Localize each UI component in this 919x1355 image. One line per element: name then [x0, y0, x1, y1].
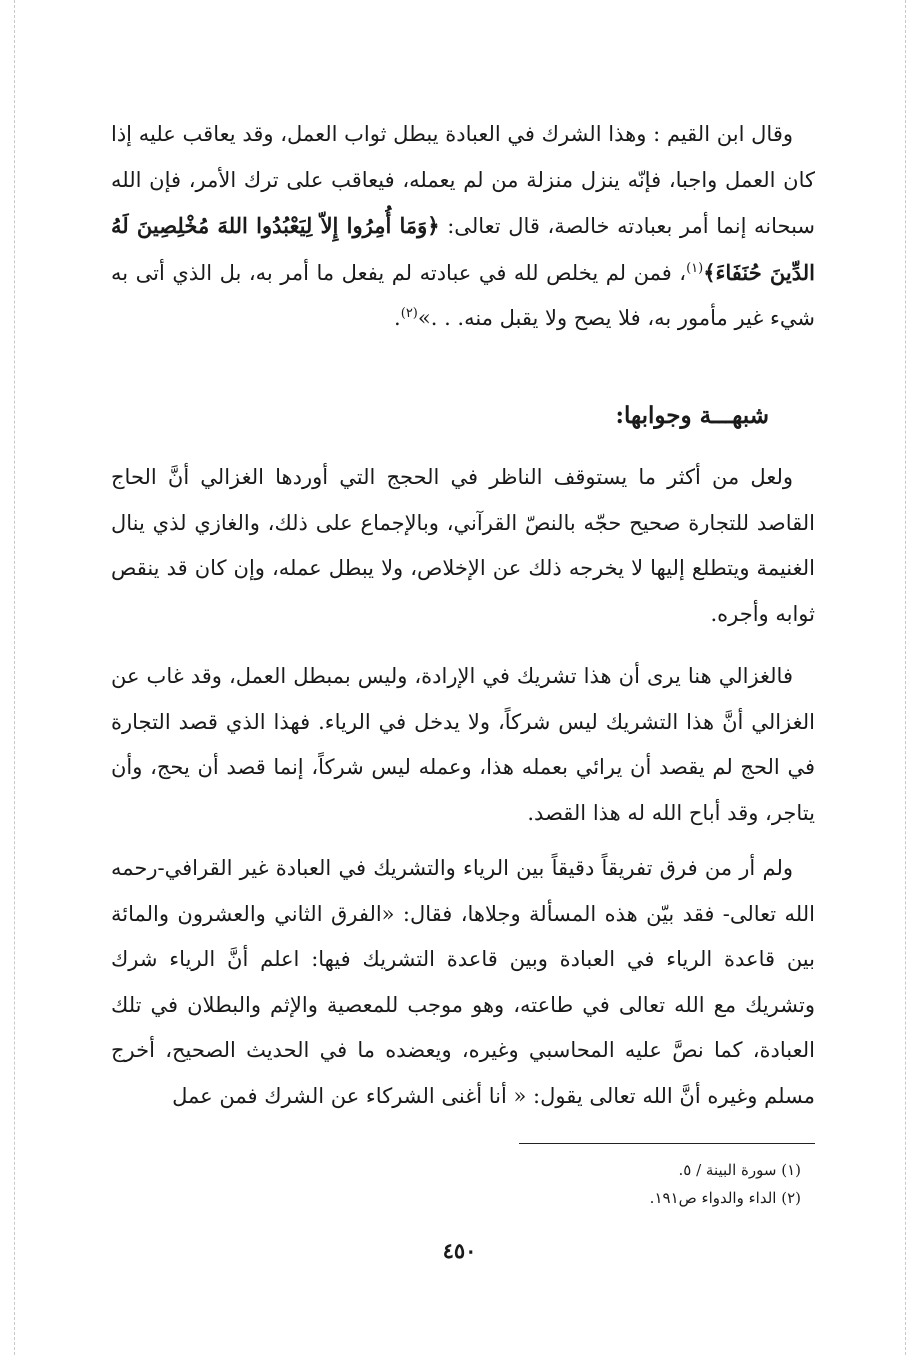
section-heading: شبهـــة وجوابها: — [615, 402, 769, 429]
footnote-ref-1: (١) — [686, 260, 704, 276]
paragraph-text: فالغزالي هنا يرى أن هذا تشريك في الإرادة، وليس بمبطل العمل، وقد غاب عن الغزالي أنَّ هذا التشريك ليس شركاً، ولا يدخل في الرياء. فهذا الذي قصد التجارة في الحج لم يقصد أن يرائي بعمله هذا، وعمله ليس شركاً، إنما قصد أن يحج، وأن يتاجر، وقد أباح الله له هذا القصد. — [111, 664, 815, 825]
page-number: ٤٥٠ — [442, 1238, 477, 1263]
paragraph-qarafi — [111, 846, 815, 1119]
footnote-ref-2: (٢) — [400, 306, 418, 321]
paragraph-ibn-qayyim — [111, 112, 815, 342]
paragraph-text: ولم أر من فرق تفريقاً دقيقاً بين الرياء والتشريك في العبادة غير القرافي-رحمه الله تعالى- فقد بيّن هذه المسألة وجلاها، فقال: «الفرق الثاني والعشرون والمائة بين قاعدة الرياء في العبادة وبين قاعدة التشريك فيها: اعلم أنَّ الرياء شرك وتشريك مع الله تعالى في طاعته، وهو موجب للمعصية والإثم والبطلان في تلك العبادة، كما نصَّ عليه المحاسبي وغيره، ويعضده ما في الحديث الصحيح، أخرج مسلم وغيره أنَّ الله تعالى يقول: « أنا أغنى الشركاء عن الشرك فمن عمل — [111, 856, 815, 1108]
ibn-qayyim-text: وقال ابن القيم : وهذا الشرك في العبادة يبطل ثواب العمل، وقد يعاقب عليه إذا كان العمل واجبا، فإنّه ينزل منزلة من لم يعمله، فيعاقب على ترك الأمر، فإن الله سبحانه إنما أمر بعبادته خالصة، قال تعالى: — [111, 122, 816, 238]
footnote-1: (١) سورة البينة / ٥. — [678, 1161, 801, 1179]
ibn-qayyim-continuation: ، فمن لم يخلص لله في عبادته لم يفعل ما أمر به، بل الذي أتى به شيء غير مأمور به، فلا يصح ولا يقبل منه. . .» — [111, 260, 815, 330]
footnote-divider — [519, 1143, 815, 1144]
paragraph-ghazali-argument — [111, 455, 815, 637]
quran-verse: ﴿وَمَا أُمِرُوا إِلاّ لِيَعْبُدُوا اللهَ مُخْلِصِينَ لَهُ الدِّينَ حُنَفَاءَ﴾ — [111, 213, 815, 285]
scan-edge-left — [14, 0, 15, 1355]
paragraph-ghazali-response — [111, 654, 815, 836]
scan-edge-right — [905, 0, 906, 1355]
footnote-2: (٢) الداء والدواء ص١٩١. — [649, 1189, 801, 1207]
paragraph-text: ولعل من أكثر ما يستوقف الناظر في الحجج التي أوردها الغزالي أنَّ الحاج القاصد للتجارة صحيح حجّه بالنصّ القرآني، وبالإجماع على ذلك، والغازي لذي ينال الغنيمة ويتطلع إليها لا يخرجه ذلك عن الإخلاص، ولا يبطل عمله، وإن كان قد ينقص ثوابه وأجره. — [111, 465, 815, 626]
ibn-qayyim-end: . — [394, 306, 401, 330]
footnotes — [650, 1156, 801, 1212]
